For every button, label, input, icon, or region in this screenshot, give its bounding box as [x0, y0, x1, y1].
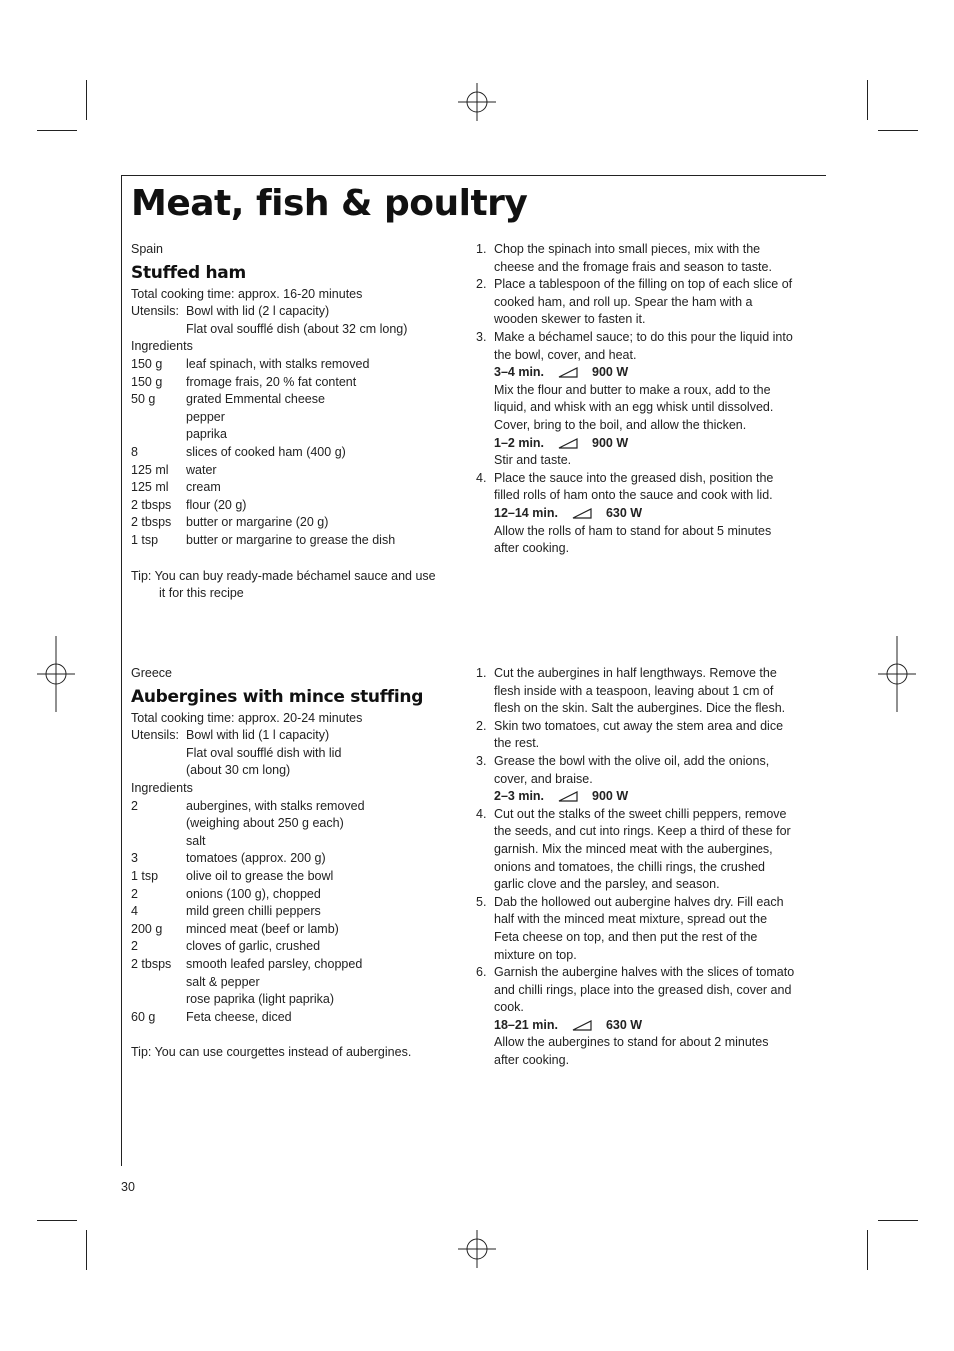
- ingredient-item: pepper: [186, 409, 225, 424]
- page-title: Meat, fish & poultry: [131, 183, 528, 224]
- utensil: Flat oval soufflé dish with lid: [186, 745, 342, 760]
- tip: Tip: You can use courgettes instead of aubergines.: [131, 1045, 412, 1060]
- recipe-ingredients-column: [131, 665, 461, 1062]
- registration-mark-icon: [458, 1230, 496, 1268]
- ingredients-list: [131, 798, 461, 1027]
- step-note: [476, 523, 816, 558]
- step-line: 2. Place a tablespoon of the filling on top of each slice of: [476, 276, 816, 294]
- step-number: 4.: [476, 470, 487, 485]
- setting-time: 3–4 min.: [494, 365, 545, 380]
- note-line: after cooking.: [494, 541, 570, 556]
- ingredient-item: olive oil to grease the bowl: [186, 868, 334, 883]
- ingredient-item: mild green chilli peppers: [186, 904, 321, 919]
- setting-power: 900 W: [592, 365, 629, 380]
- ingredient-quantity: [131, 974, 186, 992]
- step-number: 2.: [476, 718, 487, 733]
- setting-time: 1–2 min.: [494, 435, 545, 450]
- step-number: 1.: [476, 666, 487, 680]
- step-line: half with the minced meat mixture, spread out the: [494, 912, 768, 927]
- utensil: Bowl with lid (2 l capacity): [186, 304, 330, 319]
- ingredient-item: tomatoes (approx. 200 g): [186, 851, 326, 866]
- step-line: cooked ham, and roll up. Spear the ham with a: [494, 294, 753, 309]
- power-wedge-icon: [558, 438, 578, 449]
- utensils-label: Utensils:: [131, 304, 179, 319]
- ingredient-quantity: 2: [131, 886, 138, 901]
- step-line: garnish. Mix the minced meat with the aubergines,: [494, 841, 773, 856]
- setting-power: 900 W: [592, 435, 629, 450]
- tip-line: Tip: You can buy ready-made béchamel sauce and use: [131, 568, 436, 583]
- ingredient-quantity: [131, 833, 186, 851]
- frame-top-rule: [121, 175, 826, 176]
- step-line: onions and tomatoes, the chilli rings, the crushed: [494, 859, 765, 874]
- recipe-title: Aubergines with mince stuffing: [131, 686, 424, 707]
- step-line: mixture on top.: [494, 947, 577, 962]
- microwave-setting: [476, 435, 816, 453]
- recipe-country: Spain: [131, 242, 163, 256]
- note-line: Mix the flour and butter to make a roux, add to the: [494, 382, 771, 397]
- step-line: the seeds, and cut into rings. Keep a third of these for: [494, 824, 791, 839]
- ingredient-quantity: 2 tbsps: [131, 497, 172, 512]
- ingredient-quantity: 2 tbsps: [131, 956, 172, 971]
- note-line: Stir and taste.: [494, 453, 572, 468]
- ingredient-row: [131, 479, 461, 497]
- note-line: Allow the aubergines to stand for about 2 minutes: [494, 1035, 769, 1050]
- frame-left-rule: [121, 175, 122, 1166]
- ingredient-item: leaf spinach, with stalks removed: [186, 356, 370, 371]
- ingredient-row: [131, 833, 461, 851]
- step-number: 4.: [476, 806, 487, 821]
- setting-time: 18–21 min.: [494, 1017, 558, 1032]
- ingredient-row: [131, 356, 461, 374]
- ingredient-row: [131, 497, 461, 515]
- ingredient-quantity: 150 g: [131, 374, 163, 389]
- ingredient-item: (weighing about 250 g each): [186, 816, 344, 831]
- ingredient-row: [131, 514, 461, 532]
- ingredient-quantity: 2: [131, 939, 138, 954]
- power-wedge-icon: [572, 1020, 592, 1031]
- tip-line: it for this recipe: [159, 586, 244, 601]
- microwave-setting: [476, 364, 816, 382]
- ingredient-quantity: [131, 991, 186, 1009]
- method-steps: [476, 241, 816, 364]
- ingredient-quantity: 60 g: [131, 1009, 156, 1024]
- cooking-time: Total cooking time: approx. 20-24 minutes: [131, 710, 363, 725]
- step-number: 2.: [476, 277, 487, 292]
- step-line: the bowl, cover, and heat.: [494, 347, 637, 362]
- ingredient-item: cloves of garlic, crushed: [186, 939, 321, 954]
- setting-time: 2–3 min.: [494, 789, 545, 804]
- ingredient-row: [131, 991, 461, 1009]
- crop-mark: [867, 1230, 868, 1270]
- ingredient-item: onions (100 g), chopped: [186, 886, 321, 901]
- registration-mark-icon: [878, 636, 916, 712]
- ingredient-item: salt: [186, 833, 206, 848]
- ingredient-item: flour (20 g): [186, 497, 247, 512]
- recipe-ingredients-column: [131, 241, 461, 603]
- ingredient-item: smooth leafed parsley, chopped: [186, 956, 363, 971]
- ingredient-quantity: 3: [131, 851, 138, 866]
- ingredient-quantity: 8: [131, 444, 138, 459]
- method-steps: [476, 665, 816, 788]
- registration-mark-icon: [458, 83, 496, 121]
- ingredient-quantity: 1 tsp: [131, 868, 159, 883]
- step-number: 3.: [476, 329, 487, 344]
- setting-time: 12–14 min.: [494, 505, 558, 520]
- note-line: liquid, and whisk with an egg whisk until dissolved.: [494, 400, 774, 415]
- page-number: 30: [121, 1180, 135, 1194]
- ingredient-row: [131, 850, 461, 868]
- method-steps: [476, 470, 816, 505]
- ingredient-quantity: [131, 815, 186, 833]
- step-line: 6. Garnish the aubergine halves with the slices of tomato: [476, 964, 816, 982]
- setting-power: 630 W: [605, 505, 643, 520]
- recipe-method-column: [476, 665, 816, 1070]
- step-number: 6.: [476, 965, 487, 980]
- step-line: 4. Place the sauce into the greased dish, position the: [476, 470, 816, 488]
- recipe-method-column: [476, 241, 816, 558]
- ingredient-row: [131, 868, 461, 886]
- recipe-country: Greece: [131, 666, 172, 680]
- step-line: 1. Chop the spinach into small pieces, mix with the: [476, 241, 816, 259]
- utensils-line: [131, 762, 461, 780]
- microwave-setting: [476, 505, 816, 523]
- step-note: [476, 452, 816, 470]
- crop-mark: [86, 1230, 87, 1270]
- ingredient-row: [131, 798, 461, 816]
- ingredient-row: [131, 903, 461, 921]
- ingredient-quantity: 125 ml: [131, 480, 169, 495]
- ingredient-quantity: 50 g: [131, 392, 156, 407]
- ingredient-quantity: [131, 426, 186, 444]
- method-steps: [476, 806, 816, 1017]
- ingredient-row: [131, 532, 461, 550]
- ingredients-label: Ingredients: [131, 780, 193, 795]
- ingredient-row: [131, 426, 461, 444]
- ingredient-quantity: 200 g: [131, 921, 163, 936]
- ingredient-row: [131, 956, 461, 974]
- step-line: 3. Make a béchamel sauce; to do this pour the liquid into: [476, 329, 816, 347]
- ingredient-quantity: 2 tbsps: [131, 515, 172, 530]
- power-wedge-icon: [558, 367, 578, 378]
- ingredient-item: aubergines, with stalks removed: [186, 798, 365, 813]
- crop-mark: [878, 1220, 918, 1221]
- ingredient-quantity: 150 g: [131, 356, 163, 371]
- utensil: Bowl with lid (1 l capacity): [186, 728, 330, 743]
- registration-mark-icon: [37, 636, 75, 712]
- cooking-time: Total cooking time: approx. 16-20 minutes: [131, 286, 363, 301]
- step-line: garlic clove and the parsley, and season.: [494, 877, 720, 892]
- recipe-title: Stuffed ham: [131, 262, 246, 283]
- utensil: Flat oval soufflé dish (about 32 cm long): [186, 321, 408, 336]
- utensil: (about 30 cm long): [186, 763, 291, 778]
- ingredient-row: [131, 374, 461, 392]
- ingredient-row: [131, 921, 461, 939]
- ingredient-item: grated Emmental cheese: [186, 392, 325, 407]
- ingredient-item: salt & pepper: [186, 974, 260, 989]
- ingredient-quantity: [131, 409, 186, 427]
- utensils-label: Utensils:: [131, 728, 179, 743]
- ingredient-item: fromage frais, 20 % fat content: [186, 374, 357, 389]
- note-line: after cooking.: [494, 1053, 570, 1068]
- ingredients-list: [131, 356, 461, 550]
- microwave-setting: [476, 788, 816, 806]
- crop-mark: [878, 130, 918, 131]
- step-number: 5.: [476, 894, 487, 909]
- utensils-line: [131, 303, 461, 321]
- ingredient-item: slices of cooked ham (400 g): [186, 444, 346, 459]
- ingredient-item: paprika: [186, 427, 227, 442]
- ingredient-quantity: 125 ml: [131, 462, 169, 477]
- step-number: 3.: [476, 753, 487, 768]
- step-line: flesh inside with a teaspoon, leaving about 1 cm of: [494, 683, 774, 698]
- ingredient-item: water: [186, 462, 217, 477]
- ingredient-item: cream: [186, 480, 221, 495]
- ingredient-item: Feta cheese, diced: [186, 1009, 292, 1024]
- ingredient-quantity: 4: [131, 904, 138, 919]
- step-line: cover, and braise.: [494, 771, 593, 786]
- ingredient-item: rose paprika (light paprika): [186, 992, 334, 1007]
- step-line: 4. Cut out the stalks of the sweet chilli peppers, remove: [476, 806, 816, 824]
- setting-power: 630 W: [605, 1017, 643, 1032]
- ingredient-row: [131, 391, 461, 409]
- crop-mark: [86, 80, 87, 120]
- ingredient-quantity: 2: [131, 798, 138, 813]
- step-line: cook.: [494, 1000, 524, 1015]
- step-line: 1. Cut the aubergines in half lengthways. Remove the: [476, 665, 816, 683]
- note-line: Cover, bring to the boil, and allow the thicken.: [494, 417, 747, 432]
- step-line: filled rolls of ham onto the sauce and cook with lid.: [494, 488, 773, 503]
- ingredient-item: butter or margarine to grease the dish: [186, 532, 396, 547]
- step-note: [476, 382, 816, 435]
- step-line: 3. Grease the bowl with the olive oil, add the onions,: [476, 753, 816, 771]
- crop-mark: [37, 130, 77, 131]
- step-line: wooden skewer to fasten it.: [494, 312, 646, 327]
- step-number: 1.: [476, 242, 487, 256]
- note-line: Allow the rolls of ham to stand for about 5 minutes: [494, 523, 772, 538]
- step-line: cheese and the fromage frais and season to taste.: [494, 259, 772, 274]
- step-line: flesh on the skin. Salt the aubergines. Dice the flesh.: [494, 701, 786, 716]
- crop-mark: [867, 80, 868, 120]
- step-line: 2. Skin two tomatoes, cut away the stem area and dice: [476, 718, 816, 736]
- step-note: [476, 1034, 816, 1069]
- ingredient-row: [131, 444, 461, 462]
- ingredients-label: Ingredients: [131, 339, 193, 354]
- ingredient-item: minced meat (beef or lamb): [186, 921, 339, 936]
- ingredient-row: [131, 409, 461, 427]
- setting-power: 900 W: [592, 789, 629, 804]
- ingredient-row: [131, 886, 461, 904]
- ingredient-row: [131, 1009, 461, 1027]
- crop-mark: [37, 1220, 77, 1221]
- utensils-line: [131, 745, 461, 763]
- ingredient-quantity: 1 tsp: [131, 532, 159, 547]
- tip: [131, 568, 461, 603]
- step-line: 5. Dab the hollowed out aubergine halves dry. Fill each: [476, 894, 816, 912]
- microwave-setting: [476, 1017, 816, 1035]
- ingredient-row: [131, 974, 461, 992]
- power-wedge-icon: [572, 508, 592, 519]
- utensils-line: [131, 727, 461, 745]
- ingredient-item: butter or margarine (20 g): [186, 515, 329, 530]
- step-line: and chilli rings, place into the greased dish, cover and: [494, 982, 792, 997]
- ingredient-row: [131, 815, 461, 833]
- utensils-line: [131, 321, 461, 339]
- step-line: Feta cheese on top, and then put the rest of the: [494, 929, 758, 944]
- power-wedge-icon: [558, 791, 578, 802]
- step-line: the rest.: [494, 736, 540, 751]
- ingredient-row: [131, 938, 461, 956]
- ingredient-row: [131, 462, 461, 480]
